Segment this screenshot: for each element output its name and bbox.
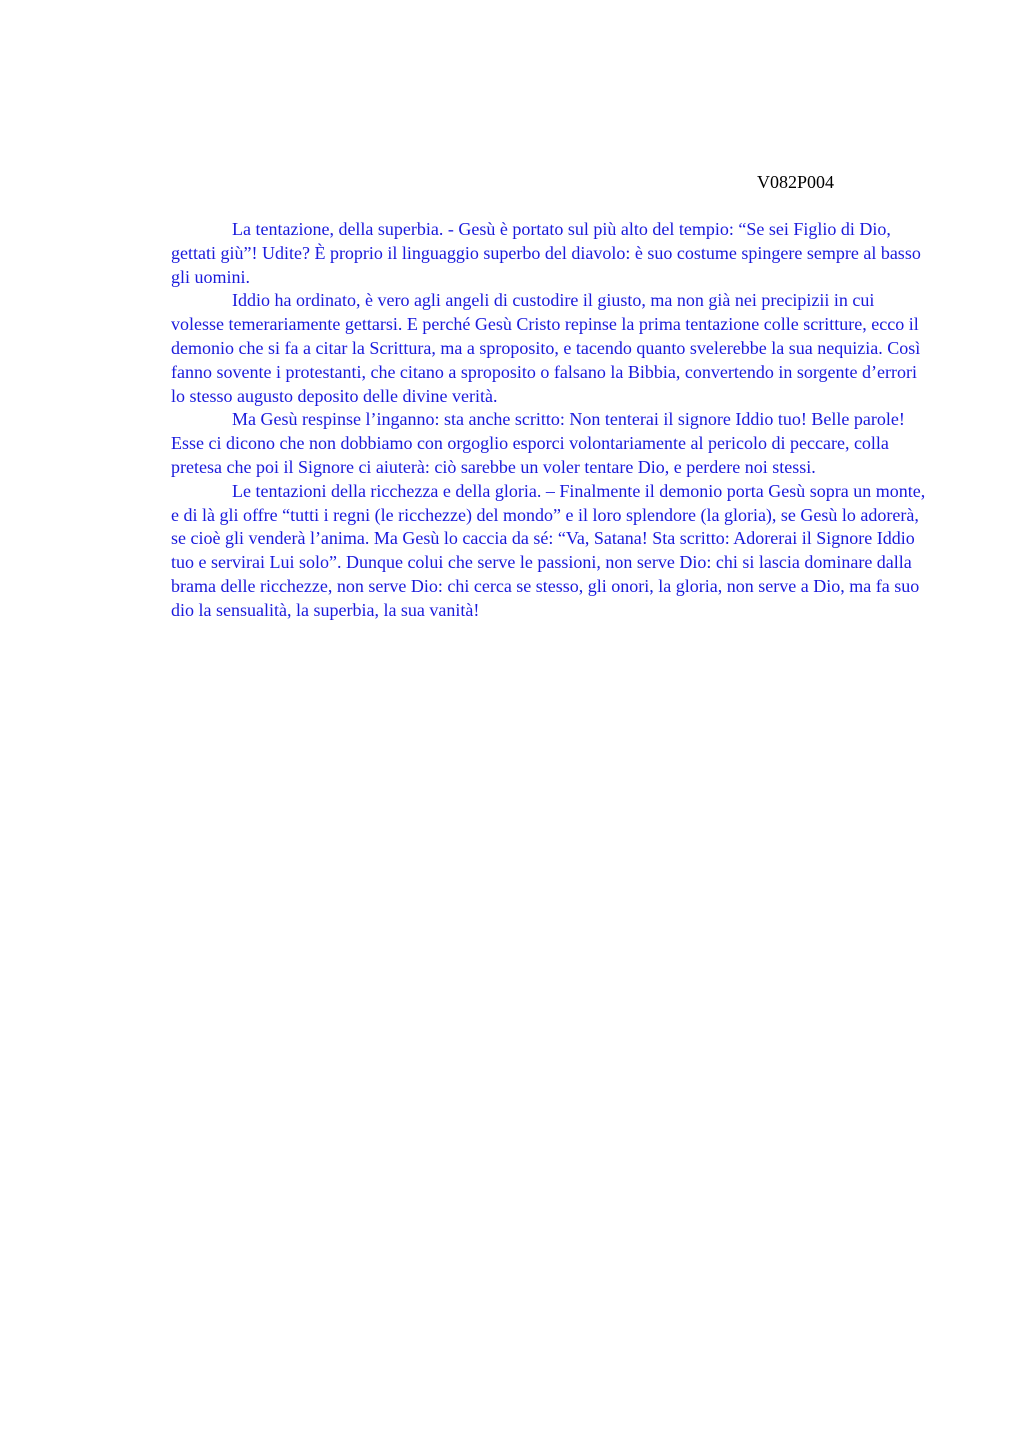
paragraph-inganno: Ma Gesù respinse l’inganno: sta anche scritto: Non tenterai il signore Iddio tuo! Belle parole! Esse ci dicono che non dobbiamo con orgoglio esporci volontariamente al pericolo di peccare, colla pretesa che poi il Signore ci aiuterà: ciò sarebbe un voler tentare Dio, e perdere noi stessi.: [171, 409, 905, 477]
page-code: V082P004: [757, 172, 835, 192]
paragraph-ricchezza-gloria: Le tentazioni della ricchezza e della gloria. – Finalmente il demonio porta Gesù sopra un monte, e di là gli offre “tutti i regni (le ricchezze) del mondo” e il loro splendore (la gloria), se Gesù lo adorerà, se cioè gli venderà l’anima. Ma Gesù lo caccia da sé: “Va, Satana! Sta scritto: Adorerai il Signore Iddio tuo e servirai Lui solo”. Dunque colui che serve le passioni, non serve Dio: chi si lascia dominare dalla brama delle ricchezze, non serve Dio: chi cerca se stesso, gli onori, la gloria, non serve a Dio, ma fa suo dio la sensualità, la superbia, la sua vanità!: [171, 480, 926, 620]
paragraph-superbia: La tentazione, della superbia. - Gesù è portato sul più alto del tempio: “Se sei Figlio di Dio, gettati giù”! Udite? È proprio il linguaggio superbo del diavolo: è suo costume spingere sempre al basso gli uomini.: [171, 219, 921, 287]
body-text: [171, 218, 931, 623]
paragraph-angeli: Iddio ha ordinato, è vero agli angeli di custodire il giusto, ma non già nei precipizii in cui volesse temerariamente gettarsi. E perché Gesù Cristo repinse la prima tentazione colle scritture, ecco il demonio che si fa a citar la Scrittura, ma a sproposito, e tacendo quanto svelerebbe la sua nequizia. Così fanno sovente i protestanti, che citano a sproposito o falsano la Bibbia, convertendo in sorgente d’errori lo stesso augusto deposito delle divine verità.: [171, 290, 921, 406]
